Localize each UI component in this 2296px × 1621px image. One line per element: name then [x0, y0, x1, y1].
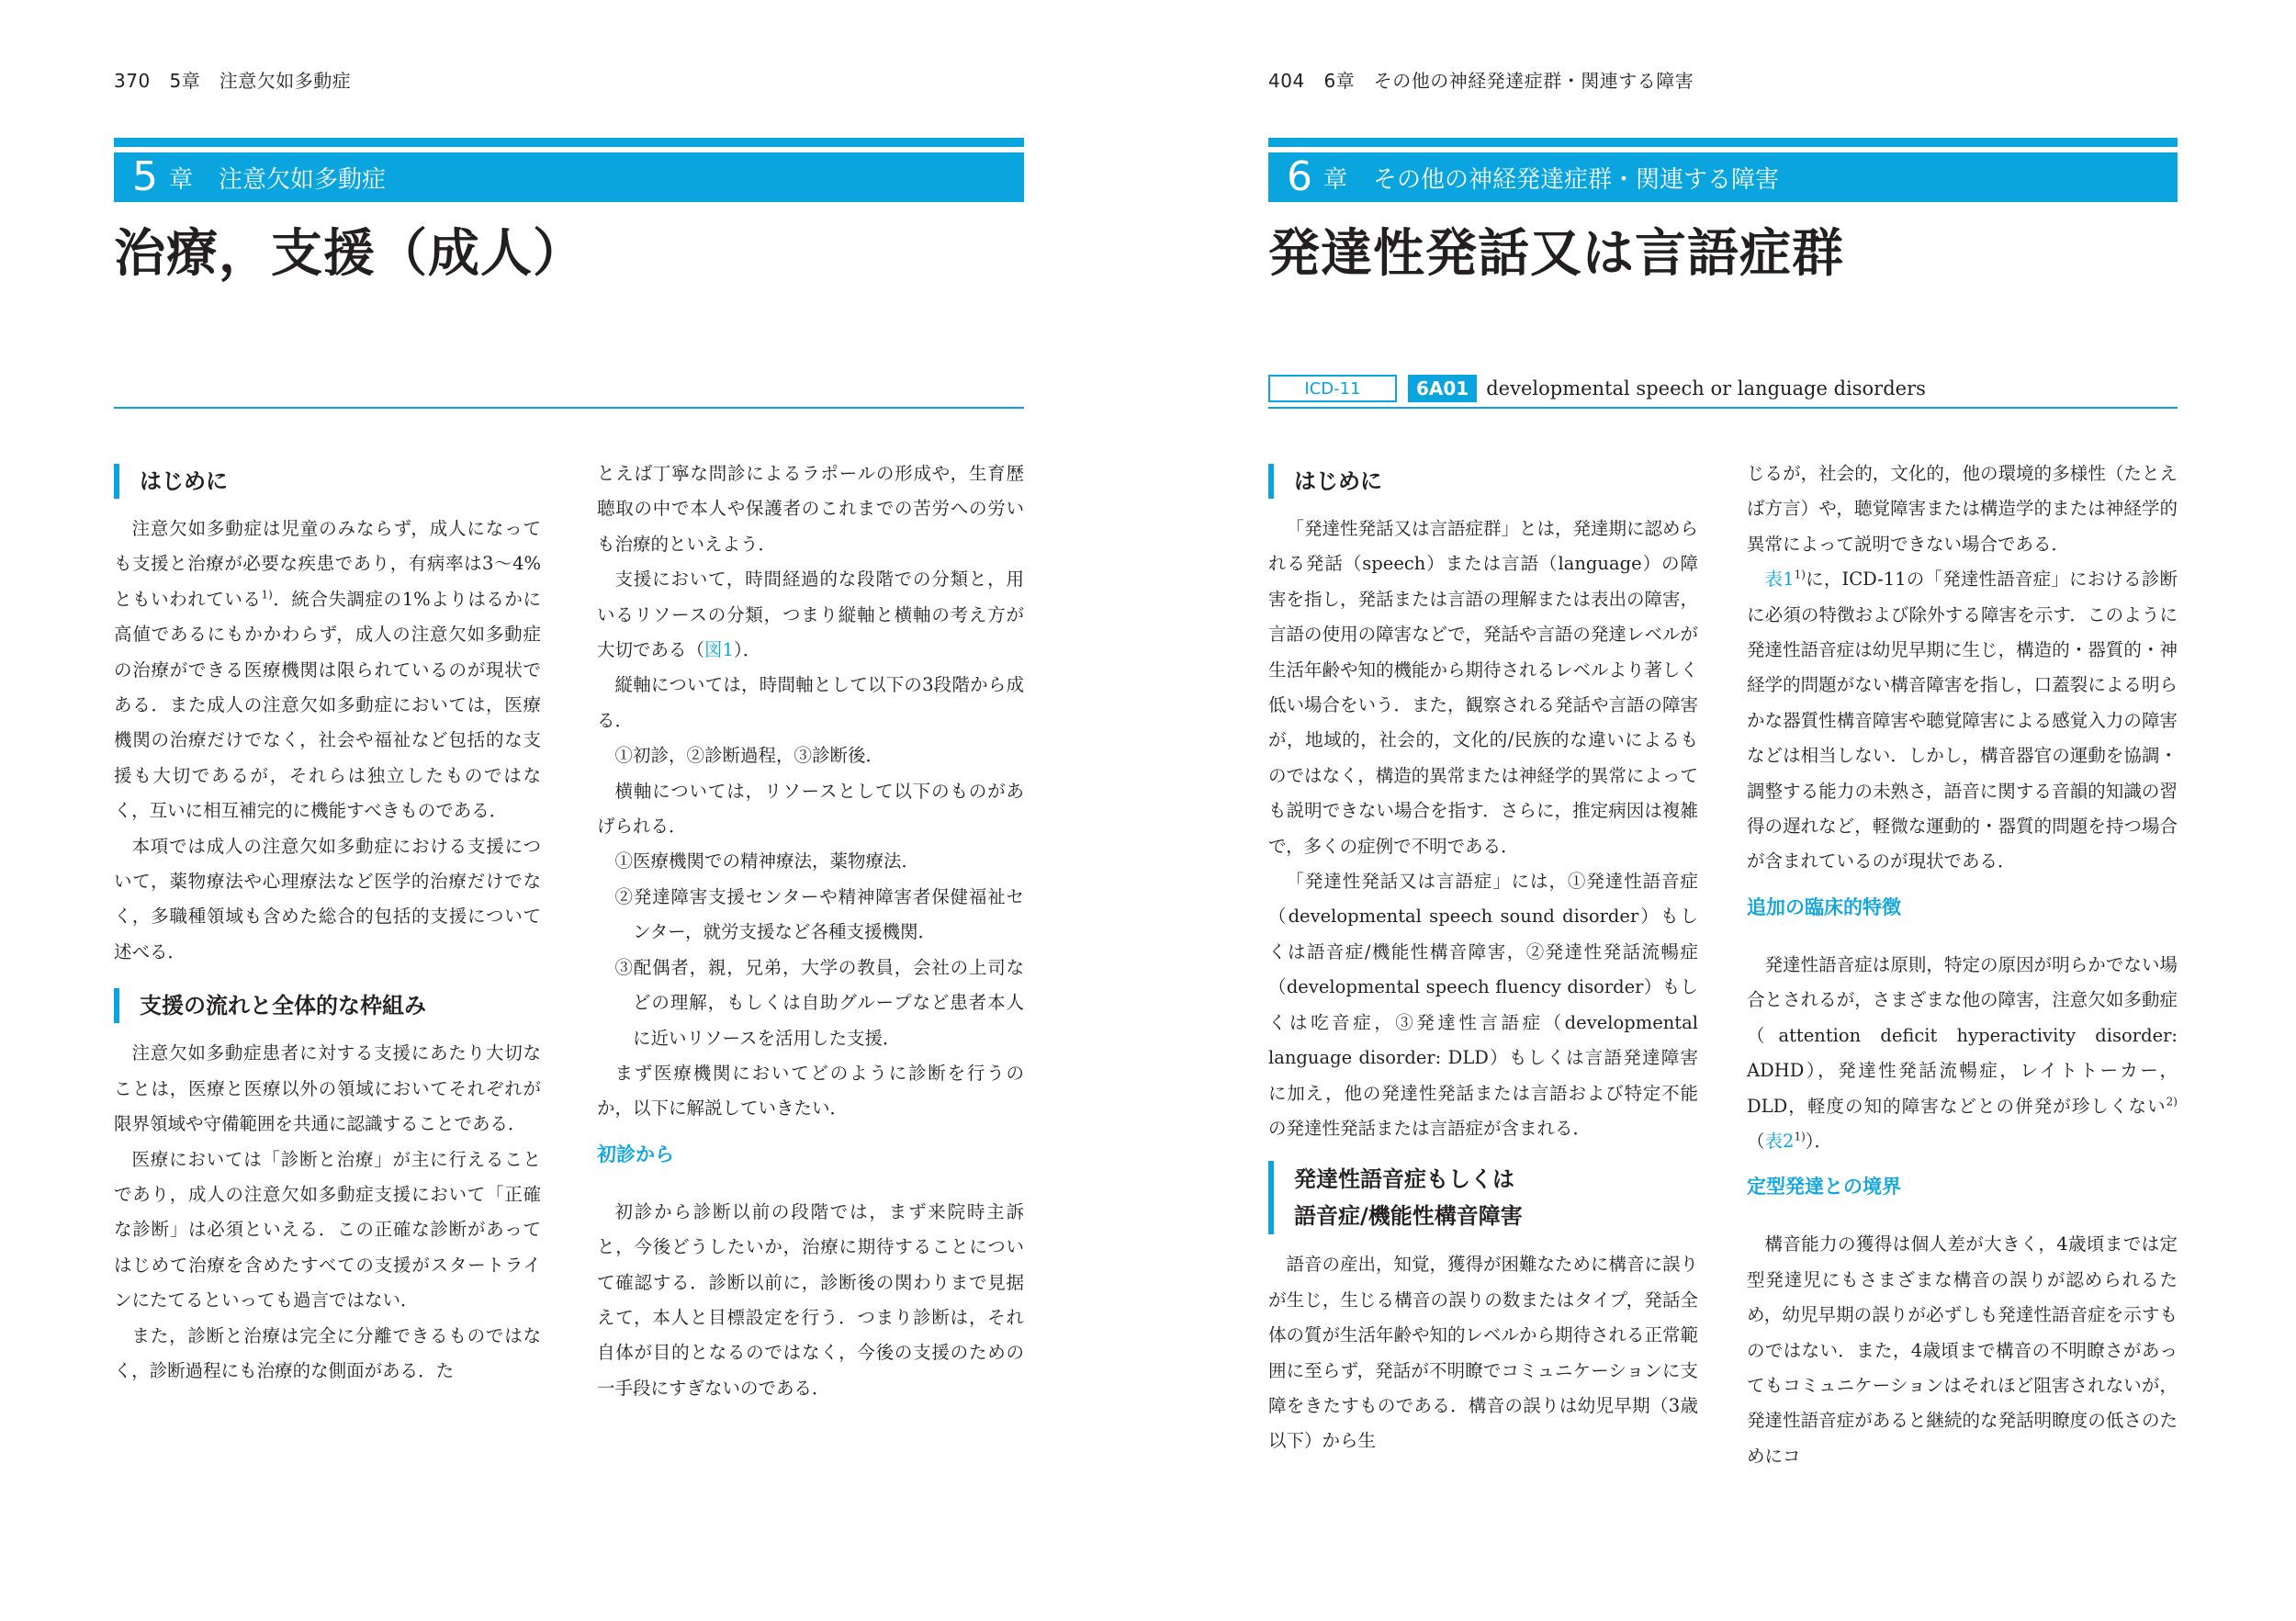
- list-item: ③配偶者，親，兄弟，大学の教員，会社の上司などの理解，もしくは自助グループなど患者本人に近いリソースを活用した支援．: [614, 956, 1024, 1049]
- chapter-rule: [1268, 138, 2178, 147]
- section-heading: はじめに: [114, 464, 541, 499]
- sub-heading: 初診から: [597, 1143, 674, 1165]
- chapter-title: その他の神経発達症群・関連する障害: [1373, 165, 1780, 194]
- paragraph: 「発達性発話又は言語症」には，①発達性語音症（developmental speech sound disorder）もしくは語音症/機能性構音障害，②発達性発話流暢症（developmental speech fluency disorder）もしくは吃音症，③発達性言語症（developmental language disorder: DLD）もしくは言語発達障害に加え，他の発達性発話または言語および特定不能の発達性発話または言語症が含まれる．: [1268, 871, 1698, 1139]
- right-column-2: [1747, 456, 2178, 1474]
- chapter-bar: [1268, 138, 2178, 202]
- running-head-text: 6章 その他の神経発達症群・関連する障害: [1323, 70, 1694, 92]
- figure-ref[interactable]: 図1: [704, 639, 734, 661]
- left-column-1: [114, 455, 541, 1389]
- right-column-1: [1268, 455, 1698, 1459]
- paragraph: ①初診，②診断過程，③診断後．: [614, 745, 884, 767]
- paragraph: 発達性語音症は原則，特定の原因が明らかでない場合とされるが，さまざまな他の障害，注意欠如多動症（attention deficit hyperactivity disorder: ADHD），発達性発話流暢症，レイトトーカー，DLD，軽度の知的障害などとの併発が珍しくない$^{2)}$（表2$^{1)}$）．: [1747, 953, 2178, 1152]
- icd-label: ICD-11: [1268, 375, 1397, 402]
- paragraph: 本項では成人の注意欠如多動症における支援について，薬物療法や心理療法など医学的治療だけでなく，多職種領域も含めた総合的包括的支援について述べる．: [114, 835, 541, 962]
- paragraph: まず医療機関においてどのように診断を行うのか，以下に解説していきたい．: [597, 1062, 1024, 1120]
- page-title: 治療，支援（成人）: [114, 224, 585, 284]
- paragraph: 「発達性発話又は言語症群」とは，発達期に認められる発話（speech）または言語（language）の障害を指し，発話または言語の理解または表出の障害，言語の使用の障害などで，発話や言語の発達レベルが生活年齢や知的機能から期待されるレベルより著しく低い場合をいう．また，観察される発話や言語の障害が，地域的，社会的，文化的/民族的な違いによるものではなく，構造的異常または神経学的異常によっても説明できない場合を指す．さらに，推定病因は複雑で，多くの症例で不明である．: [1268, 518, 1699, 857]
- title-divider: [1268, 407, 2178, 409]
- chapter-bar: [114, 138, 1024, 202]
- chapter-rule: [114, 138, 1024, 147]
- running-head-text: 5章 注意欠如多動症: [169, 70, 352, 92]
- icd-description: developmental speech or language disorders: [1486, 377, 1926, 400]
- right-page: [1148, 0, 2296, 1621]
- title-divider: [114, 407, 1024, 409]
- paragraph: 横軸については，リソースとして以下のものがあげられる．: [597, 780, 1024, 838]
- sub-heading: 追加の臨床的特徴: [1747, 895, 1901, 918]
- table-ref[interactable]: 表1: [1764, 568, 1795, 591]
- paragraph: 語音の産出，知覚，獲得が困難なために構音に誤りが生じ，生じる構音の誤りの数またはタイプ，発話全体の質が生活年齢や知的レベルから期待される正常範囲に至らず，発話が不明瞭でコミュニケーションに支障をきたすものである．構音の誤りは幼児早期（3歳以下）から生: [1268, 1254, 1699, 1452]
- chapter-number: 5: [132, 153, 158, 200]
- page-number: 404: [1268, 70, 1305, 92]
- paragraph: 注意欠如多動症は児童のみならず，成人になっても支援と治療が必要な疾患であり，有病率は3～4%ともいわれている$^{1)}$．統合失調症の1%よりはるかに高値であるにもかかわらず，成人の注意欠如多動症の治療ができる医療機関は限られているのが現状である．また成人の注意欠如多動症においては，医療機関の治療だけでなく，社会や福祉など包括的な支援も大切であるが，それらは独立したものではなく，互いに相互補完的に機能すべきものである．: [114, 518, 541, 822]
- paragraph: 支援において，時間経過的な段階での分類と，用いるリソースの分類，つまり縦軸と横軸の考え方が大切である（図1）．: [597, 568, 1024, 661]
- paragraph: 注意欠如多動症患者に対する支援にあたり大切なことは，医療と医療以外の領域においてそれぞれが限界領域や守備範囲を共通に認識することである．: [114, 1042, 541, 1135]
- list-item: ①医療機関での精神療法，薬物療法．: [614, 850, 920, 872]
- chapter-label: 章: [169, 165, 194, 194]
- chapter-title: 注意欠如多動症: [219, 165, 387, 194]
- page-number: 370: [114, 70, 151, 92]
- running-head: [114, 66, 351, 93]
- paragraph: 縦軸については，時間軸として以下の3段階から成る．: [597, 674, 1024, 731]
- paragraph: 構音能力の獲得は個人差が大きく，4歳頃までは定型発達児にもさまざまな構音の誤りが認められるため，幼児早期の誤りが必ずしも発達性語音症を示すものではない．また，4歳頃まで構音の不明瞭さがあってもコミュニケーションはそれほど阻害されないが，発達性語音症があると継続的な発話明瞭度の低さのためにコ: [1747, 1233, 2178, 1467]
- chapter-number: 6: [1287, 153, 1312, 200]
- icd-code-row: [1268, 375, 1926, 402]
- page-title: 発達性発話又は言語症群: [1268, 224, 1844, 284]
- paragraph: 初診から診断以前の段階では，まず来院時主訴と，今後どうしたいか，治療に期待することについて確認する．診断以前に，診断後の関わりまで見据えて，本人と目標設定を行う．つまり診断は，それ自体が目的となるのではなく，今後の支援のための一手段にすぎないのである．: [597, 1200, 1024, 1399]
- chapter-band: [1268, 152, 2178, 202]
- paragraph: 医療においては「診断と治療」が主に行えることであり，成人の注意欠如多動症支援において「正確な診断」は必須といえる．この正確な診断があってはじめて治療を含めたすべての支援がスタートラインにたてるといっても過言ではない．: [114, 1148, 541, 1311]
- table-ref[interactable]: 表2: [1764, 1130, 1795, 1152]
- left-column-2: [597, 456, 1024, 1406]
- running-head: [1268, 66, 1694, 93]
- icd-code: 6A01: [1408, 375, 1477, 402]
- section-heading: 発達性語音症もしくは 語音症/機能性構音障害: [1268, 1161, 1698, 1234]
- paragraph: また，診断と治療は完全に分離できるものではなく，診断過程にも治療的な側面がある．た: [114, 1324, 541, 1381]
- list-item: ②発達障害支援センターや精神障害者保健福祉センター，就労支援など各種支援機関．: [614, 885, 1024, 943]
- chapter-band: [114, 152, 1024, 202]
- paragraph: 表1$^{1)}$に，ICD-11の「発達性語音症」における診断に必須の特徴および除外する障害を示す．このように発達性語音症は幼児早期に生じ，構造的・器質的・神経学的問題がない構音障害を指し，口蓋裂による明らかな器質性構音障害や聴覚障害による感覚入力の障害などは相当しない．しかし，構音器官の運動を協調・調整する能力の未熟さ，語音に関する音韻的知識の習得の遅れなど，軽微な運動的・器質的問題を持つ場合が含まれているのが現状である．: [1747, 568, 2178, 872]
- sub-heading: 定型発達との境界: [1747, 1176, 1901, 1199]
- paragraph: じるが，社会的，文化的，他の環境的多様性（たとえば方言）や，聴覚障害または構造学的または神経学的異常によって説明できない場合である．: [1747, 463, 2178, 555]
- chapter-label: 章: [1323, 165, 1348, 194]
- section-heading: 支援の流れと全体的な枠組み: [114, 988, 541, 1023]
- paragraph: とえば丁寧な問診によるラポールの形成や，生育歴聴取の中で本人や保護者のこれまでの苦労への労いも治療的といえよう．: [597, 463, 1024, 555]
- section-heading: はじめに: [1268, 464, 1698, 499]
